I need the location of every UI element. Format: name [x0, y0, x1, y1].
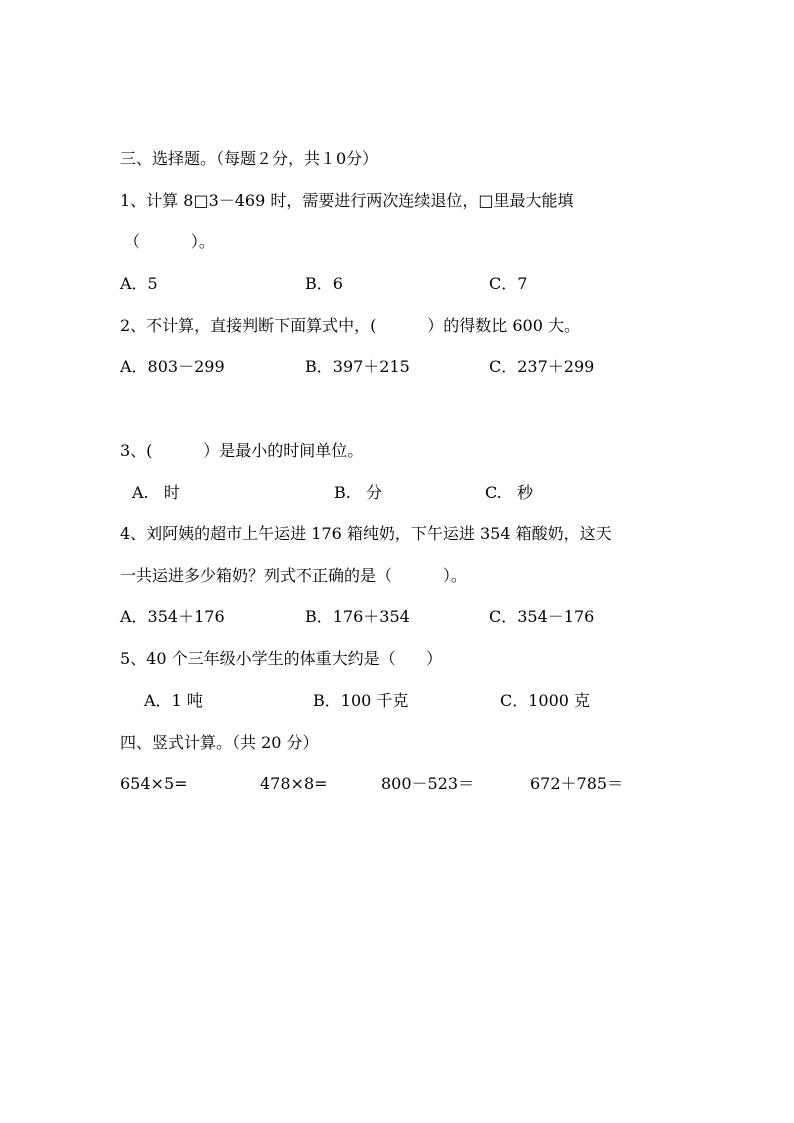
- calc-problem-2: 478×8=: [260, 774, 328, 793]
- calc-problem-3: 800－523＝: [381, 774, 475, 793]
- calc-problem-4: 672＋785＝: [530, 774, 624, 793]
- calc-problem-1: 654×5=: [120, 774, 188, 793]
- q1-stem-cont: （ ）。: [124, 232, 215, 251]
- q1-option-a: A．5: [120, 274, 158, 293]
- section4-title: 四、竖式计算。（共 20 分）: [120, 733, 319, 752]
- q3-option-a: A. 时: [132, 483, 180, 502]
- q5-option-c: C．1000 克: [500, 691, 591, 710]
- q5-stem: 5、40 个三年级小学生的体重大约是（ ）: [120, 649, 443, 668]
- q4-stem-cont: 一共运进多少箱奶？列式不正确的是（ ）。: [120, 566, 467, 585]
- q4-option-a: A．354＋176: [120, 607, 225, 626]
- q3-option-b: B. 分: [334, 483, 383, 502]
- q4-option-c: C．354－176: [489, 607, 595, 626]
- q1-option-b: B．6: [305, 274, 343, 293]
- q3-stem: 3、( ）是最小的时间单位。: [120, 441, 364, 460]
- q5-option-b: B．100 千克: [313, 691, 409, 710]
- q1-option-c: C．7: [489, 274, 528, 293]
- q4-stem: 4、刘阿姨的超市上午运进 176 箱纯奶，下午运进 354 箱酸奶，这天: [120, 524, 612, 543]
- q2-option-a: A．803－299: [120, 357, 225, 376]
- q4-option-b: B．176＋354: [305, 607, 410, 626]
- q3-option-c: C. 秒: [485, 483, 534, 502]
- q5-option-a: A．1 吨: [144, 691, 203, 710]
- q2-option-c: C．237＋299: [489, 357, 595, 376]
- section3-title: 三、选择题。（每题２分，共１0分）: [120, 149, 379, 168]
- q2-option-b: B．397＋215: [305, 357, 410, 376]
- q2-stem: 2、不计算，直接判断下面算式中，( ）的得数比 600 大。: [120, 316, 580, 335]
- q1-stem: 1、计算 8□3－469 时，需要进行两次连续退位，□里最大能填: [120, 191, 574, 210]
